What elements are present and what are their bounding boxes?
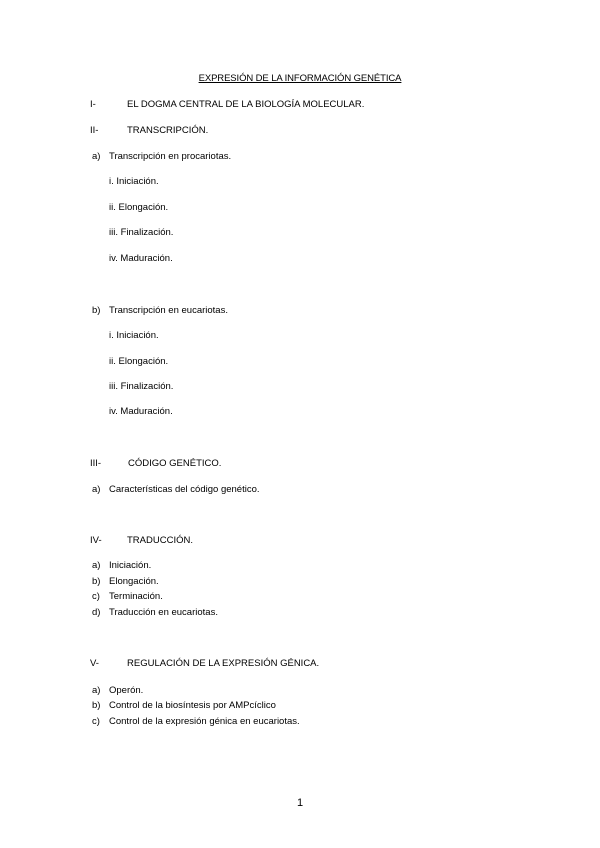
section-2-number: II-	[90, 125, 99, 136]
section-2a-item-3: iii. Finalización.	[109, 227, 174, 238]
section-5-label: REGULACIÓN DE LA EXPRESIÓN GÉNICA.	[127, 658, 320, 669]
section-5c-letter: c)	[92, 716, 100, 727]
section-2a-label: Transcripción en procariotas.	[109, 151, 232, 162]
section-4a-label: Iniciación.	[109, 560, 152, 571]
section-4c-label: Terminación.	[109, 591, 163, 602]
section-4a-letter: a)	[92, 560, 101, 571]
page-number: 1	[296, 797, 304, 809]
section-3-label: CÓDIGO GENÉTICO.	[128, 458, 222, 469]
section-3-number: III-	[90, 458, 102, 469]
section-2a-letter: a)	[92, 151, 101, 162]
section-4b-letter: b)	[92, 576, 101, 587]
section-2b-item-3: iii. Finalización.	[109, 381, 174, 392]
section-2b-item-4: iv. Maduración.	[109, 406, 173, 417]
section-5a-label: Operón.	[109, 685, 144, 696]
section-2a-item-2: ii. Elongación.	[109, 202, 169, 213]
section-2-label: TRANSCRIPCIÓN.	[127, 125, 209, 136]
section-4c-letter: c)	[92, 591, 100, 602]
section-2b-letter: b)	[92, 305, 101, 316]
section-1-number: I-	[90, 99, 96, 110]
section-2a-item-4: iv. Maduración.	[109, 253, 173, 264]
section-2b-item-2: ii. Elongación.	[109, 356, 169, 367]
section-4-number: IV-	[90, 535, 102, 546]
section-5-number: V-	[90, 658, 99, 669]
section-5c-label: Control de la expresión génica en eucariotas.	[109, 716, 300, 727]
section-4b-label: Elongación.	[109, 576, 159, 587]
section-4-label: TRADUCCIÓN.	[127, 535, 193, 546]
section-1-label: EL DOGMA CENTRAL DE LA BIOLOGÍA MOLECULAR.	[127, 99, 365, 110]
document-title: EXPRESIÓN DE LA INFORMACIÓN GENÉTICA	[198, 73, 402, 84]
section-2b-label: Transcripción en eucariotas.	[109, 305, 228, 316]
section-2b-item-1: i. Iniciación.	[109, 330, 159, 341]
section-5a-letter: a)	[92, 685, 101, 696]
section-5b-letter: b)	[92, 700, 101, 711]
section-3a-label: Características del código genético.	[109, 484, 260, 495]
section-4d-label: Traducción en eucariotas.	[109, 607, 218, 618]
section-2a-item-1: i. Iniciación.	[109, 176, 159, 187]
section-5b-label: Control de la biosíntesis por AMPcíclico	[109, 700, 276, 711]
section-4d-letter: d)	[92, 607, 101, 618]
section-3a-letter: a)	[92, 484, 101, 495]
